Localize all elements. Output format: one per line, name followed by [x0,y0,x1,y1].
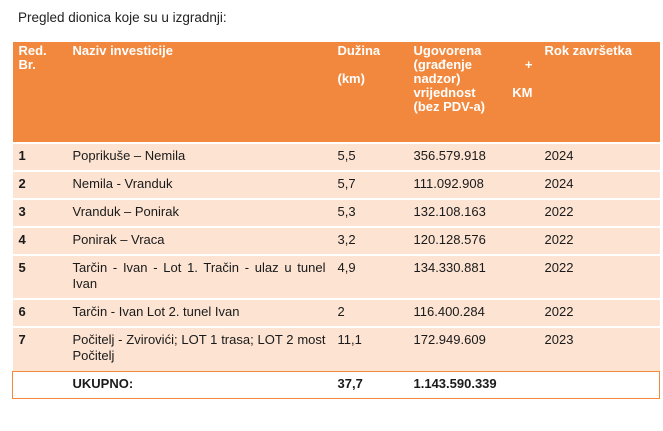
cell-length: 4,9 [332,255,408,299]
cell-value: 356.579.918 [408,143,539,171]
cell-length: 5,3 [332,199,408,227]
cell-name: Poprikuše – Nemila [67,143,332,171]
cell-num: 5 [13,255,67,299]
cell-num: 1 [13,143,67,171]
cell-value: 134.330.881 [408,255,539,299]
cell-length: 5,5 [332,143,408,171]
cell-name: Tarčin - Ivan - Lot 1. Tračin - ulaz u tunel Ivan [67,255,332,299]
cell-value: 132.108.163 [408,199,539,227]
header-name: Naziv investicije [72,43,173,58]
cell-name: Ponirak – Vraca [67,227,332,255]
cell-deadline: 2022 [539,227,660,255]
total-num-empty [13,371,67,398]
header-value-line2-b: + [524,57,533,72]
cell-value: 172.949.609 [408,327,539,371]
total-row [13,371,660,398]
cell-value: 116.400.284 [408,299,539,327]
header-num-line2: Br. [18,57,36,72]
header-deadline: Rok završetka [544,43,632,58]
table-row [13,199,660,227]
cell-name: Vranduk – Ponirak [67,199,332,227]
cell-value: 120.128.576 [408,227,539,255]
header-num [13,42,67,143]
table-row [13,227,660,255]
header-value-line4-b: KM [512,85,533,100]
header-value-line5: (bez PDV-a) [413,99,486,114]
cell-num: 2 [13,171,67,199]
cell-length: 11,1 [332,327,408,371]
table-row [13,171,660,199]
table-row [13,299,660,327]
cell-name: Nemila - Vranduk [67,171,332,199]
intro-text: Pregled dionica koje su u izgradnji: [18,10,227,25]
table-row [13,255,660,299]
cell-value: 111.092.908 [408,171,539,199]
cell-deadline: 2023 [539,327,660,371]
total-deadline-empty [539,371,660,398]
header-value-line3: nadzor) [413,71,461,86]
header-length-label: Dužina [337,43,381,58]
header-value-line1: Ugovorena [413,43,482,58]
cell-deadline: 2024 [539,143,660,171]
cell-num: 6 [13,299,67,327]
header-value-line2-a: (građenje [413,57,473,72]
cell-num: 3 [13,199,67,227]
cell-num: 4 [13,227,67,255]
investments-table [12,42,660,399]
header-length-unit: (km) [337,71,365,86]
header-value-line4 [414,86,533,100]
header-value-line4-a: vrijednost [413,85,476,100]
total-label: UKUPNO: [67,371,332,398]
cell-deadline: 2022 [539,255,660,299]
header-num-line1: Red. [18,43,47,58]
cell-deadline: 2022 [539,299,660,327]
cell-length: 2 [332,299,408,327]
header-length [332,42,408,143]
total-length: 37,7 [332,371,408,398]
table-row [13,143,660,171]
cell-deadline: 2024 [539,171,660,199]
cell-deadline: 2022 [539,199,660,227]
header-value [408,42,539,143]
cell-name: Počitelj - Zvirovići; LOT 1 trasa; LOT 2 most Počitelj [67,327,332,371]
cell-length: 5,7 [332,171,408,199]
table-row [13,327,660,371]
total-value: 1.143.590.339 [408,371,539,398]
cell-num: 7 [13,327,67,371]
table-header-row [13,42,660,143]
cell-name: Tarčin - Ivan Lot 2. tunel Ivan [67,299,332,327]
header-value-line2 [414,58,533,72]
cell-length: 3,2 [332,227,408,255]
